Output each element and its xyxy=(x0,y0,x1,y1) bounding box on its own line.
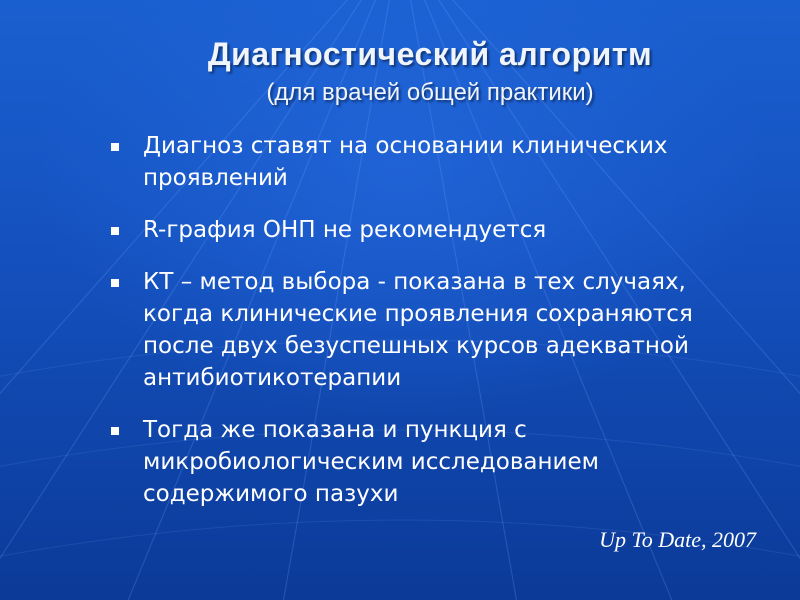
square-bullet-icon xyxy=(111,279,119,287)
bullet-list xyxy=(110,130,740,530)
slide-title: Диагностический алгоритм xyxy=(207,36,653,72)
square-bullet-icon xyxy=(111,227,119,235)
bullet-text: Тогда же показана и пункция с микробиологическим исследованием содержимого пазухи xyxy=(143,417,599,507)
slide-subtitle: (для врачей общей практики) xyxy=(266,79,594,106)
title-block xyxy=(80,34,780,108)
bullet-item xyxy=(110,130,740,194)
bullet-item xyxy=(110,414,740,510)
square-bullet-icon xyxy=(111,143,119,151)
bullet-text: КТ – метод выбора - показана в тех случаях, когда клинические проявления сохраняются после двух безуспешных курсов адекватной антибиотикотерапии xyxy=(143,269,693,391)
square-bullet-icon xyxy=(111,427,119,435)
bullet-item xyxy=(110,266,740,394)
citation: Up To Date, 2007 xyxy=(599,527,756,552)
bullet-text: R-графия ОНП не рекомендуется xyxy=(143,217,547,243)
bullet-item xyxy=(110,214,740,246)
bullet-text: Диагноз ставят на основании клинических проявлений xyxy=(143,133,668,191)
